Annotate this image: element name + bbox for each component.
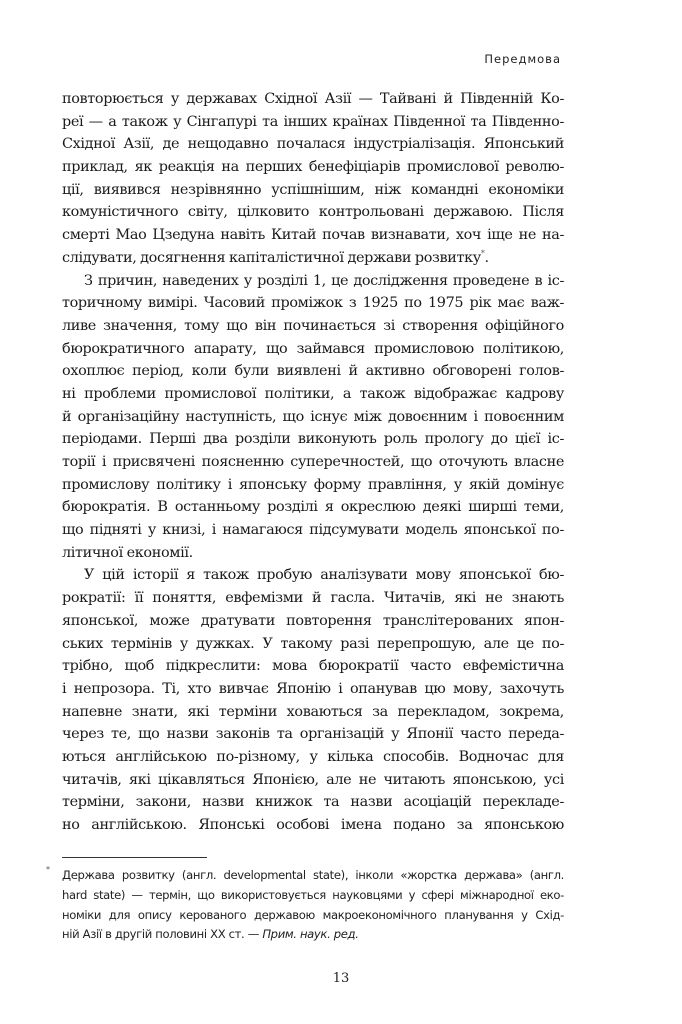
- footnote-line: [62, 925, 564, 945]
- footnote-line: номіки для опису керованого державою макроекономічного планування у Схід-: [62, 907, 564, 922]
- text-line: японської, може дратувати повторення транслітерованих япон-: [62, 612, 564, 629]
- footnote-divider: [62, 857, 207, 858]
- text-line: й організаційну наступність, що існує між довоєнним і повоєнним: [62, 408, 564, 425]
- text-line: і непрозора. Ті, хто вивчає Японію і опанував цю мову, захочуть: [62, 680, 564, 697]
- text-line: читачів, які цікавляться Японією, але не читають японською, усі: [62, 771, 564, 788]
- text-line: охоплює період, коли були виявлені й активно обговорені голов-: [62, 363, 564, 380]
- line-text: слідувати, досягнення капіталістичної держави розвитку: [62, 249, 481, 266]
- footnote-reference[interactable]: *: [480, 249, 485, 259]
- text-line: промислову політику і японську форму правління, у якій домінує: [62, 476, 564, 493]
- text-line: [62, 247, 564, 270]
- text-line: торичному вимірі. Часовий проміжок з 1925 по 1975 рік має важ-: [62, 295, 564, 312]
- text-line: літичної економії.: [62, 544, 193, 561]
- text-line: бюрократичного апарату, що займався промисловою політикою,: [62, 340, 564, 357]
- line-tail: .: [484, 249, 489, 266]
- text-line: З причин, наведених у розділі 1, це дослідження проведене в іс-: [84, 272, 564, 289]
- text-line: терміни, закони, назви книжок та назви асоціацій перекладе-: [62, 794, 564, 811]
- footnote-line-text: ній Азії в другій половині XX ст. —: [62, 927, 263, 942]
- text-line: ються англійською по-різному, у кілька способів. Водночас для: [62, 748, 564, 765]
- text-line: напевне знати, які терміни ховаються за перекладом, зокрема,: [62, 703, 564, 720]
- text-line: повторюється у державах Східної Азії — Тайвані й Південній Ко-: [62, 91, 564, 107]
- body-text: [62, 88, 564, 837]
- page-number: 13: [332, 971, 350, 986]
- text-line: У цій історії я також пробую аналізувати мову японської бю-: [84, 567, 564, 584]
- text-line: ні проблеми промислової політики, а також відображає кадрову: [62, 385, 564, 402]
- text-line: но англійською. Японські особові імена подано за японською: [62, 817, 564, 833]
- editor-note: Прим. наук. ред.: [262, 927, 359, 942]
- text-line: періодами. Перші два розділи виконують роль прологу до цієї іс-: [62, 431, 564, 448]
- running-head: Передмова: [484, 52, 561, 66]
- text-line: ських термінів у дужках. У такому разі перепрошую, але це по-: [62, 635, 564, 652]
- text-line: торії і присвячені поясненню суперечностей, що оточують власне: [62, 454, 564, 470]
- text-line: приклад, як реакція на перших бенефіціарів промислової револю-: [62, 159, 564, 176]
- text-line: що підняті у книзі, і намагаюся підсумувати модель японської по-: [62, 522, 564, 539]
- text-line: ції, виявився незрівнянно успішнішим, ніж командні економіки: [62, 181, 564, 198]
- text-line: трібно, щоб підкреслити: мова бюрократії часто евфемістична: [62, 658, 564, 675]
- footnote-line: Держава розвитку (англ. developmental state), інколи «жорстка держава» (англ.: [62, 868, 564, 882]
- text-line: комуністичного світу, цілковито контрольовані державою. Після: [62, 204, 564, 221]
- text-line: Східної Азії, де нещодавно почалася індустріалізація. Японський: [62, 136, 564, 153]
- footnote: [62, 866, 564, 945]
- text-line: бюрократія. В останньому розділі я окреслюю деякі ширші теми,: [62, 499, 564, 516]
- text-line: рократії: її поняття, евфемізми й гасла. Читачів, які не знають: [62, 590, 564, 607]
- text-line: через те, що назви законів та організацій у Японії часто переда-: [62, 726, 564, 743]
- text-line: ливе значення, тому що він починається зі створення офіційного: [62, 317, 564, 334]
- text-line: реї — а також у Сінгапурі та інших країнах Південної та Південно-: [62, 113, 564, 130]
- footnote-line: hard state) — термін, що використовується науковцями у сфері міжнародної еко-: [62, 887, 564, 902]
- footnote-marker: *: [46, 865, 50, 874]
- text-line: смерті Мао Цзедуна навіть Китай почав визнавати, хоч іще не на-: [62, 227, 564, 244]
